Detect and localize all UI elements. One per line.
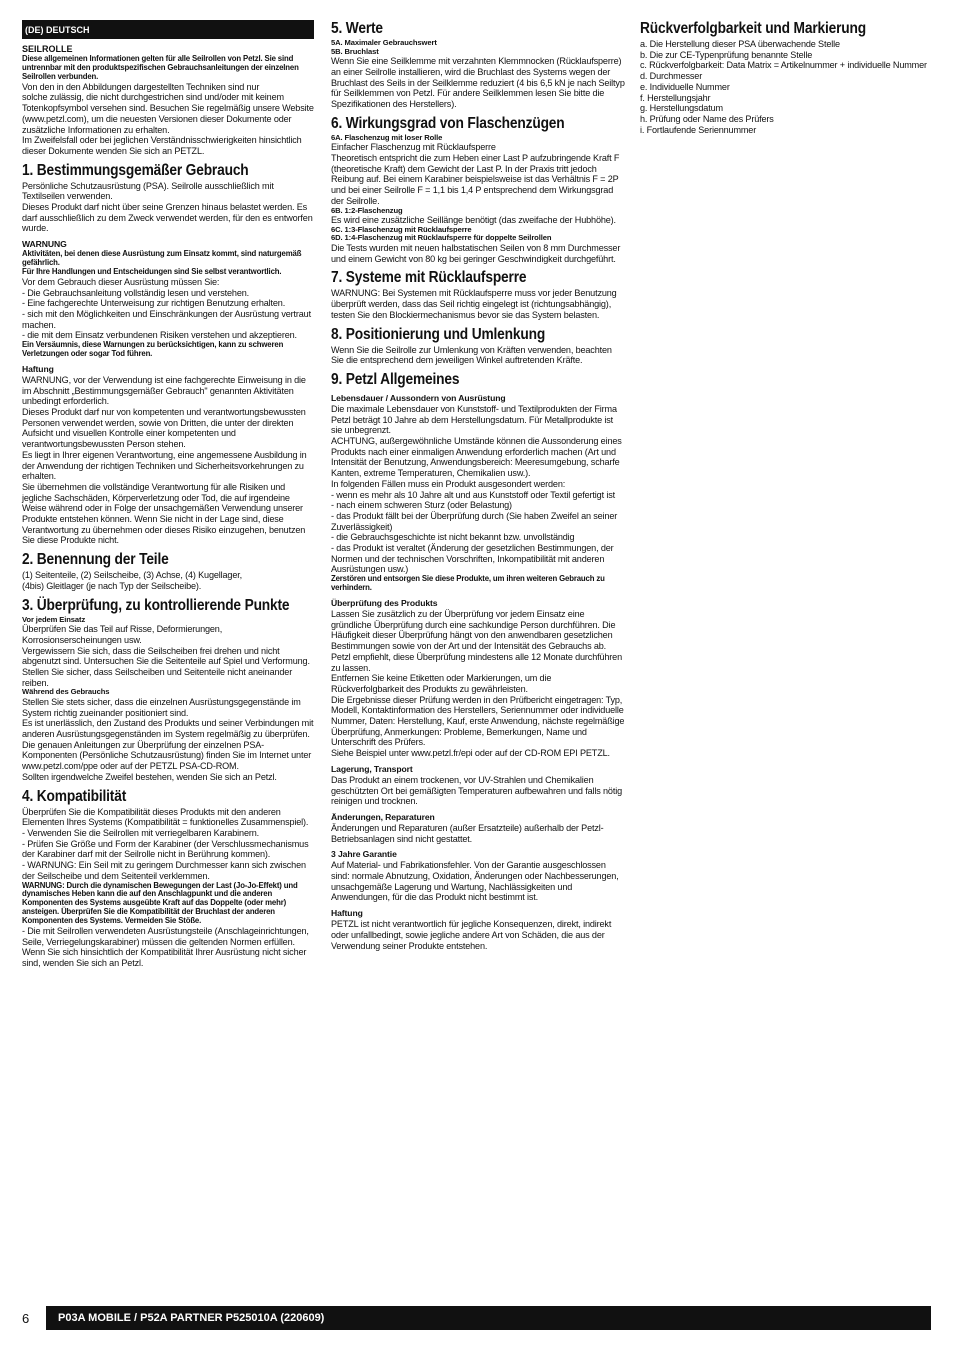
section-9-storage-heading: Lagerung, Transport [331,763,413,774]
intro-bold: Diese allgemeinen Informationen gelten für alle Seilrollen von Petzl. Sie sind untrennbar mit den produktspezifischen Gebrauchsanleitungen der einzelnen Seilrollen verbunden. [22,54,299,81]
section-4-text: Überprüfen Sie die Kompatibilität dieses Produkts mit den anderen Elementen Ihres Systems (Kompatibilität = funktionelles Zusammenspiel). - Verwenden Sie die Seilrollen mit verriegelbaren Karabinern. - Prüfen Sie Größe und Form der Karabiner (der Verschlussmechanismus der Karabiner darf mit der Seilrolle nicht in Berührung kommen). - WARNUNG: Ein Seil mit zu geringem Durchmesser kann sich zwischen der Seilscheibe und dem Seitenteil verklemmen. [22,806,309,881]
section-9-life-heading: Lebensdauer / Aussondern von Ausrüstung [331,392,506,403]
section-5-title: 5. Werte [331,20,383,37]
section-9-liability-heading: Haftung [331,908,363,919]
section-4-warning-bold: WARNUNG: Durch die dynamischen Bewegungen der Last (Jo-Jo-Effekt) und dynamisches Heben kann die auf den Anschlagpunkt und die anderen Komponenten des Systems ausgeübte Kraft auf das Doppelte (oder mehr) ansteigen. Überprüfen Sie die Kompatibilität der Bruchlast der anderen Komponenten des Systems. Vermeiden Sie Stöße. [22,880,298,926]
section-1-warning-bold-1: Aktivitäten, bei denen diese Ausrüstung zum Einsatz kommt, sind naturgemäß gefährlich. [22,249,302,268]
section-9-title: 9. Petzl Allgemeines [331,370,460,388]
section-9-storage-text: Das Produkt an einem trockenen, vor UV-Strahlen und Chemikalien geschützten Ort bei gemäßigten Temperaturen aufbewahren und falls nötig reinigen und trocknen. [331,774,622,807]
section-1-warning-bold-2: Für Ihre Handlungen und Entscheidungen sind Sie selbst verantwortlich. [22,266,282,276]
section-1-title: 1. Bestimmungsgemäßer Gebrauch [22,161,249,179]
product-kicker: SEILROLLE [22,44,73,54]
section-3-during-heading: Während des Gebrauchs [22,687,110,697]
section-9-check-heading: Überprüfung des Produkts [331,597,438,608]
section-9-warranty-heading: 3 Jahre Garantie [331,849,397,860]
language-header: (DE) DEUTSCH [22,20,314,39]
section-5-text: Wenn Sie eine Seilklemme mit verzahnten Klemmnocken (Rücklaufsperre) an einer Seilrolle installieren, wird die Bruchlast des Systems wegen der Bruchlast des Seils in der Seilklemme reduziert (4 bis 6,5 kN je nach Seiltyp für Seilklemmen von Petzl. Für andere Seilklemmen lesen Sie bitte die Spezifikationen des Herstellers). [331,56,625,109]
section-6-text-a: Einfacher Flaschenzug mit Rücklaufsperre Theoretisch entspricht die zum Heben einer Last P aufzubringende Kraft F (theoretische Kraft) dem Gewicht der Last P. In der Praxis tritt jedoch Reibung auf. Bei einem Karabiner beispielsweise ist das Verhältnis F = 2P und bei einer Seilrolle F = 1,1 bis 1,4 P entsprechend dem Wirkungsgrad der Seilrolle. [331,142,620,206]
traceability-title: Rückverfolgbarkeit und Markierung [640,20,867,37]
section-3-before-heading: Vor jedem Einsatz [22,614,86,624]
section-7-title: 7. Systeme mit Rücklaufsperre [331,269,527,287]
section-9-life-text: Die maximale Lebensdauer von Kunststoff- und Textilprodukten der Firma Petzl beträgt 10 Jahre ab dem Herstellungsdatum. Für Metallprodukte ist sie unbegrenzt. ACHTUNG, außergewöhnliche Umstände können die Aussonderung eines Produkts nach einer einmaligen Anwendung erforderlich machen (Art und Intensität der Benutzung, Anwendungsbereich: Meeresumgebung, scharfe Kanten, extreme Temperaturen, Chemikalien usw.). In folgenden Fällen muss ein Produkt ausgesondert werden: - wenn es mehr als 10 Jahre alt und aus Kunststoff oder Textil gefertigt ist - nach einem schweren Sturz (oder Belastung) - das Produkt fällt bei der Überprüfung durch (Sie haben Zweifel an seiner Zuverlässigkeit) - die Gebrauchsgeschichte ist nicht bekannt bzw. unvollständig - das Produkt ist veraltet (Änderung der gesetzlichen Bestimmungen, der Normen und der technischen Vorschriften, Inkompatibilität mit anderen Ausrüstungen usw.) [331,403,622,575]
section-3-before-text: Überprüfen Sie das Teil auf Risse, Deformierungen, Korrosionserscheinungen usw. Vergewissern Sie sich, dass die Seilscheiben frei drehen und nicht abgenutzt sind. Untersuchen Sie die Seitenteile auf Spiel und Verformung. Stellen Sie sicher, dass Seilscheiben und Seitenteile nicht aneinander reiben. [22,624,310,688]
section-1-liability-heading: Haftung [22,363,54,374]
section-6-text-b: Es wird eine zusätzliche Seillänge benötigt (das zweifache der Hubhöhe). [331,215,616,226]
section-7-text: WARNUNG: Bei Systemen mit Rücklaufsperre muss vor jeder Benutzung überprüft werden, dass das Seil richtig eingelegt ist (richtungsabhängig), testen Sie den Blockiermechanismus bevor sie das System belasten. [331,288,617,320]
section-9-life-bold: Zerstören und entsorgen Sie diese Produkte, um ihren weiteren Gebrauch zu verhindern. [331,574,605,593]
section-8-title: 8. Positionierung und Umlenkung [331,325,546,343]
section-9-repair-heading: Änderungen, Reparaturen [331,811,435,822]
section-1-warning-bold-3: Ein Versäumnis, diese Warnungen zu berücksichtigen, kann zu schweren Verletzungen oder sogar Tod führen. [22,340,284,358]
section-8-text: Wenn Sie die Seilrolle zur Umlenkung von Kräften verwenden, beachten Sie die entsprechend dem jeweiligen Winkel auftretenden Kräfte. [331,344,612,366]
section-6-sub-c: 6C. 1:3-Flaschenzug mit Rücklaufsperre [331,224,472,234]
section-1-text: Persönliche Schutzausrüstung (PSA). Seilrolle ausschließlich mit Textilseilen verwenden. Dieses Produkt darf nicht über seine Grenzen hinaus belastet werden. Es darf ausschließlich zu dem Zweck verwendet werden, für den es entworfen wurde. [22,180,313,234]
section-6-sub-b: 6B. 1:2-Flaschenzug [331,205,403,215]
column-1 [22,20,314,969]
column-2 [331,20,625,951]
section-2-title: 2. Benennung der Teile [22,551,169,569]
section-6-title: 6. Wirkungsgrad von Flaschenzügen [331,114,565,132]
intro-text: Von den in den Abbildungen dargestellten Techniken sind nur solche zulässig, die nicht durchgestrichen sind und/oder mit keinem Totenkopfsymbol versehen sind. Besuchen Sie regelmäßig unsere Website (www.petzl.com), um die neuesten Versionen dieser Dokumente oder zusätzliche Informationen zu erhalten. Im Zweifelsfall oder bei jeglichen Verständnisschwierigkeiten hinsichtlich dieser Dokumente wenden Sie sich an PETZL. [22,81,314,156]
section-6-text-d: Die Tests wurden mit neuen halbstatischen Seilen von 8 mm Durchmesser und einem Gewicht von 80 kg bei geringer Geschwindigkeit durchgeführt. [331,243,621,264]
traceability-list: a. Die Herstellung dieser PSA überwachende Stelle b. Die zur CE-Typenprüfung benannte Stelle c. Rückverfolgbarkeit: Data Matrix = Artikelnummer + individuelle Nummer d. Durchmesser e. Individuelle Nummer f. Herstellungsjahr g. Herstellungsdatum h. Prüfung oder Name des Prüfers i. Fortlaufende Seriennummer [640,39,927,135]
section-6-sub-d: 6D. 1:4-Flaschenzug mit Rücklaufsperre für doppelte Seilrollen [331,233,552,243]
section-5-sub-a: 5A. Maximaler Gebrauchswert [331,38,437,47]
column-3 [640,20,932,135]
section-1-warning-heading: WARNUNG [22,239,67,250]
section-1-warning-text: Vor dem Gebrauch dieser Ausrüstung müssen Sie: - Die Gebrauchsanleitung vollständig lesen und verstehen. - Eine fachgerechte Unterweisung zur richtigen Benutzung erhalten. - sich mit den Möglichkeiten und Einschränkungen der Ausrüstung vertraut machen. - die mit dem Einsatz verbundenen Risiken verstehen und akzeptieren. [22,276,311,341]
document-reference: P03A MOBILE / P52A PARTNER P525010A (220609) [46,1306,931,1330]
section-4-text-2: - Die mit Seilrollen verwendeten Ausrüstungsteile (Anschlageinrichtungen, Seile, Verriegelungskarabiner) müssen die geltenden Normen erfüllen. Wenn Sie sich hinsichtlich der Kompatibilität Ihrer Ausrüstung nicht sicher sind, wenden Sie sich an Petzl. [22,926,309,969]
page-number: 6 [22,1311,30,1326]
section-9-repair-text: Änderungen und Reparaturen (außer Ersatzteile) außerhalb der Petzl-Betriebsanlagen sind nicht gestattet. [331,822,604,844]
section-9-liability-text: PETZL ist nicht verantwortlich für jegliche Konsequenzen, direkt, indirekt oder unfallbedingt, sowie jegliche andere Art von Schäden, die aus der Verwendung seiner Produkte entstehen. [331,919,612,951]
section-9-warranty-text: Auf Material- und Fabrikationsfehler. Von der Garantie ausgeschlossen sind: normale Abnutzung, Oxidation, Änderungen oder Nachbesserungen, unsachgemäße Lagerung und Wartung, Nachlässigkeiten und Anwendungen, für die das Produkt nicht bestimmt ist. [331,860,619,903]
section-3-title: 3. Überprüfung, zu kontrollierende Punkte [22,596,290,614]
section-5-sub-b: 5B. Bruchlast [331,46,379,56]
section-4-title: 4. Kompatibilität [22,787,127,805]
section-2-text: (1) Seitenteile, (2) Seilscheibe, (3) Achse, (4) Kugellager, (4bis) Gleitlager (je nach Typ der Seilscheibe). [22,570,242,591]
section-9-check-text: Lassen Sie zusätzlich zu der Überprüfung vor jedem Einsatz eine gründliche Überprüfung durch eine sachkundige Person durchführen. Die Häufigkeit dieser Überprüfung hängt von den anwendbaren gesetzlichen Bestimmungen sowie von der Art und der Intensität des Gebrauchs ab. Petzl empfiehlt, diese Überprüfung mindestens alle 12 Monate durchführen zu lassen. Entfernen Sie keine Etiketten oder Markierungen, um die Rückverfolgbarkeit des Produkts zu gewährleisten. Die Ergebnisse dieser Prüfung werden in den Prüfbericht eingetragen: Typ, Modell, Kontaktinformation des Herstellers, Seriennummer oder individuelle Nummer, Daten: Herstellung, Kauf, erste Anwendung, nächste regelmäßige Überprüfung, Anmerkungen: Probleme, Bemerkungen, Name und Unterschrift des Prüfers. Siehe Beispiel unter www.petzl.fr/epi oder auf der CD-ROM EPI PETZL. [331,608,625,759]
section-3-during-text: Stellen Sie stets sicher, dass die einzelnen Ausrüstungsgegenstände im System richtig zueinander positioniert sind. Es ist unerlässlich, den Zustand des Produkts und seiner Verbindungen mit anderen Ausrüstungsgegenständen im System regelmäßig zu überprüfen. Die genauen Anleitungen zur Überprüfung der einzelnen PSA-Komponenten (Persönliche Schutzausrüstung) finden Sie im Internet unter www.petzl.com/ppe oder auf der PETZL PSA-CD-ROM. Sollten irgendwelche Zweifel bestehen, wenden Sie sich an Petzl. [22,696,314,782]
section-6-sub-a: 6A. Flaschenzug mit loser Rolle [331,132,443,142]
section-1-liability-text: WARNUNG, vor der Verwendung ist eine fachgerechte Einweisung in die im Abschnitt „Bestimmungsgemäßer Gebrauch" genannten Aktivitäten unbedingt erforderlich. Dieses Produkt darf nur von kompetenten und verantwortungsbewussten Personen verwendet werden, sowie von Dritten, die unter der direkten Aufsicht und visuellen Kontrolle einer kompetenten und verantwortungsbewussten Person stehen. Es liegt in Ihrer eigenen Verantwortung, eine angemessene Ausbildung in der Anwendung der richtigen Techniken und Sicherheitsvorkehrungen zu erhalten. Sie übernehmen die vollständige Verantwortung für alle Risiken und jegliche Sachschäden, Körperverletzung oder Tod, die auf irgendeine Weise während oder in Folge der unsachgemäßen Verwendung unserer Produkte entstehen können. Wenn Sie nicht in der Lage sind, diese Verantwortung zu übernehmen oder dieses Risiko einzugehen, benutzen Sie diese Produkte nicht. [22,374,307,546]
